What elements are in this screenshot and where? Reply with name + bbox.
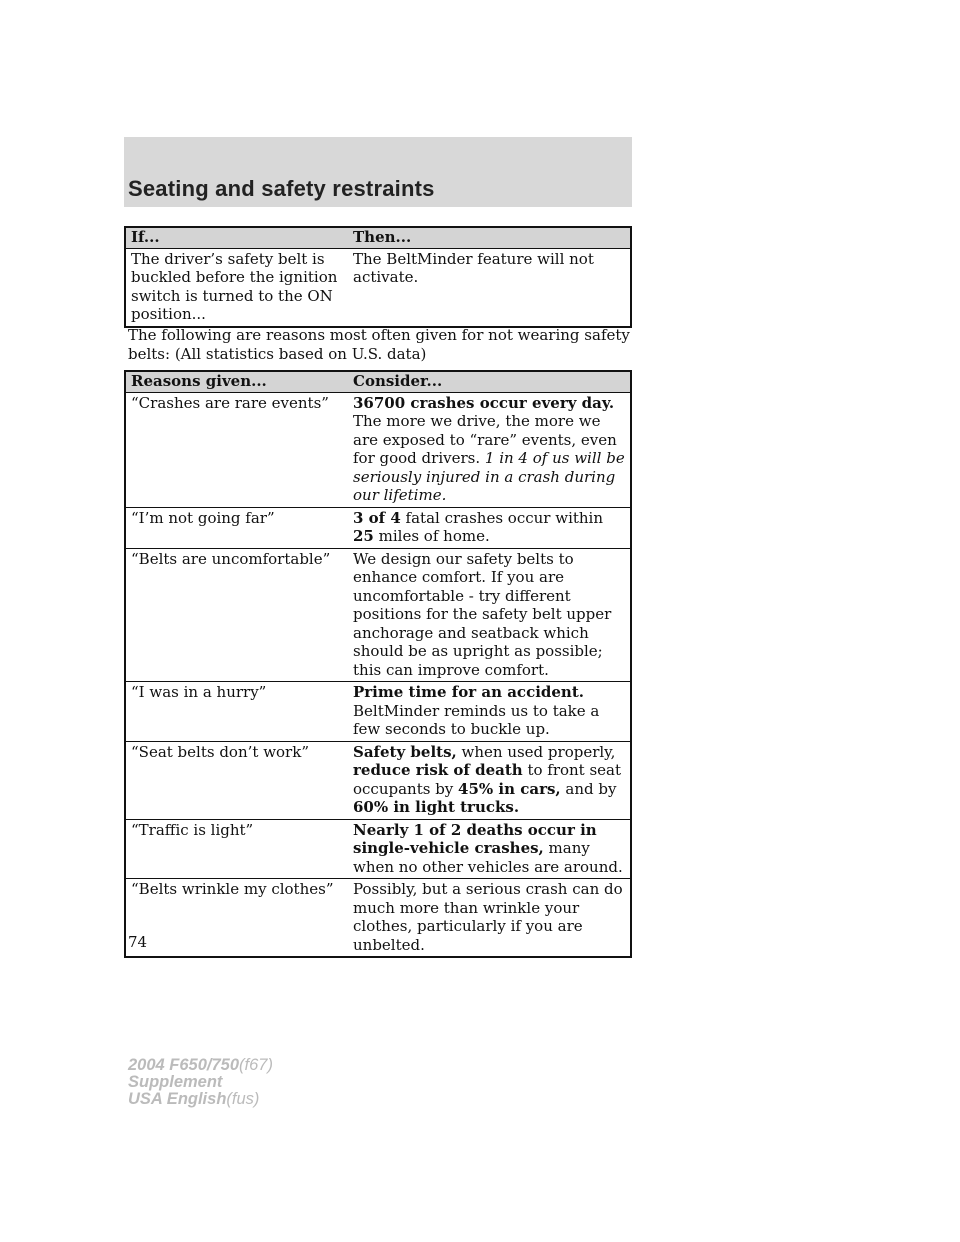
italic-text: 1 in 4 of us will be seriously injured in a crash during our lifetime.: [353, 449, 625, 504]
body-text: fatal crashes occur within: [400, 508, 604, 527]
table-row: [125, 819, 631, 879]
column-header-if: If...: [125, 227, 348, 248]
section-title: Seating and safety restraints: [128, 176, 435, 201]
body-text: Possibly, but a serious crash can do much more than wrinkle your clothes, particularly if you are unbelted.: [353, 880, 623, 954]
consider-cell: [348, 548, 631, 682]
body-text: when used properly,: [456, 742, 616, 761]
column-header-then: Then...: [348, 227, 631, 248]
emphasis-text: 25: [353, 527, 374, 545]
footer-model: 2004 F650/750: [128, 1056, 240, 1074]
footer-language-code: (fus): [226, 1090, 260, 1108]
consider-cell: [348, 741, 631, 819]
footer-language: USA English: [128, 1090, 227, 1108]
emphasis-text: Prime time for an accident.: [353, 683, 584, 701]
emphasis-text: 45% in cars,: [458, 779, 561, 798]
footer-model-code: (f67): [239, 1056, 273, 1074]
reason-cell: “Belts are uncomfortable”: [125, 548, 348, 682]
body-text: to front seat occupants by: [353, 761, 622, 798]
emphasis-text: 36700 crashes occur every day.: [353, 393, 615, 412]
table-header-row: [125, 227, 631, 248]
footer-line-model: [128, 1057, 273, 1074]
body-text: BeltMinder reminds us to take a few seconds to buckle up.: [353, 701, 600, 738]
page-number: 74: [128, 933, 148, 951]
table-row: [125, 741, 631, 819]
if-cell: The driver’s safety belt is buckled before the ignition switch is turned to the ON position...: [125, 248, 348, 327]
table-row: [125, 507, 631, 548]
table-row: [125, 392, 631, 507]
reasons-table-body: [125, 392, 631, 957]
table-row: [125, 248, 631, 327]
column-header-reasons: Reasons given...: [125, 371, 348, 392]
intro-paragraph: The following are reasons most often given for not wearing safety belts: (All statistics based on U.S. data): [128, 326, 630, 363]
consider-cell: [348, 819, 631, 879]
consider-cell: [348, 682, 631, 742]
body-text: many when no other vehicles are around.: [353, 839, 623, 876]
emphasis-text: Safety belts,: [353, 742, 457, 761]
consider-cell: [348, 507, 631, 548]
document-footer: [128, 1057, 273, 1108]
footer-line-supplement: Supplement: [128, 1073, 223, 1091]
consider-cell: [348, 392, 631, 507]
emphasis-text: Nearly 1 of 2 deaths occur in single-vehicle crashes,: [353, 820, 597, 857]
table-row: [125, 682, 631, 742]
table-header-row: [125, 371, 631, 392]
then-cell: The BeltMinder feature will not activate.: [348, 248, 631, 327]
reason-cell: “Crashes are rare events”: [125, 392, 348, 507]
body-text: The more we drive, the more we are exposed to “rare” events, even for good drivers.: [353, 412, 617, 467]
emphasis-text: 3 of 4: [353, 508, 401, 527]
table-row: [125, 879, 631, 958]
emphasis-text: reduce risk of death: [353, 761, 523, 779]
reason-cell: “I was in a hurry”: [125, 682, 348, 742]
reason-cell: “Seat belts don’t work”: [125, 741, 348, 819]
emphasis-text: 60% in light trucks.: [353, 798, 520, 816]
table-row: [125, 548, 631, 682]
reasons-table: [124, 370, 632, 958]
reason-cell: “Traffic is light”: [125, 819, 348, 879]
beltminder-table: [124, 226, 632, 328]
body-text: and by: [560, 779, 617, 798]
reason-cell: “Belts wrinkle my clothes”: [125, 879, 348, 958]
consider-cell: [348, 879, 631, 958]
body-text: We design our safety belts to enhance comfort. If you are uncomfortable - try different positions for the safety belt upper anchorage and seatback which should be as upright as possible; this can improve comfort.: [353, 549, 612, 679]
column-header-consider: Consider...: [348, 371, 631, 392]
reason-cell: “I’m not going far”: [125, 507, 348, 548]
body-text: miles of home.: [373, 527, 490, 545]
footer-line-language: [128, 1091, 273, 1108]
